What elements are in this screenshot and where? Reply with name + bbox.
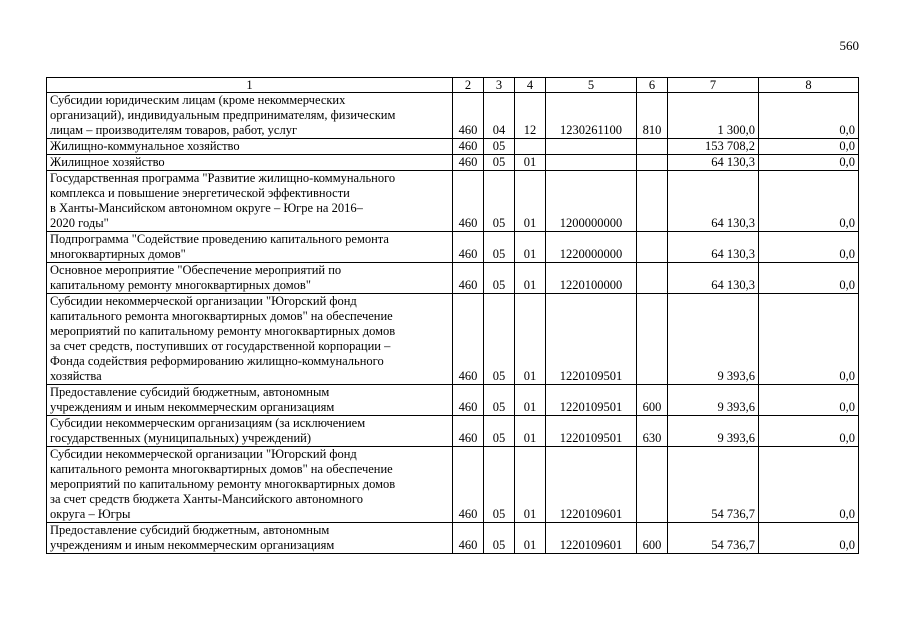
table-row: [47, 263, 859, 294]
row-name-cell: Предоставление субсидий бюджетным, автономным учреждениям и иным некоммерческим организациям: [47, 385, 453, 416]
row-name-cell: Государственная программа "Развитие жилищно-коммунального комплекса и повышение энергетической эффективности в Ханты-Мансийском автономном округе – Югре на 2016– 2020 годы": [47, 171, 453, 232]
table-row: [47, 93, 859, 139]
table-row: [47, 171, 859, 232]
header-col-7: 7: [668, 78, 759, 93]
subsection-cell: 01: [515, 416, 546, 447]
subsection-cell: 01: [515, 523, 546, 554]
amount2-cell: 0,0: [759, 416, 859, 447]
section-cell: 05: [484, 385, 515, 416]
amount2-cell: 0,0: [759, 385, 859, 416]
subsection-cell: 01: [515, 155, 546, 171]
row-name-cell: Субсидии юридическим лицам (кроме некоммерческих организаций), индивидуальным предпринимателям, физическим лицам – производителям товаров, работ, услуг: [47, 93, 453, 139]
admin-code-cell: 460: [453, 171, 484, 232]
admin-code-cell: 460: [453, 139, 484, 155]
admin-code-cell: 460: [453, 416, 484, 447]
subsection-cell: [515, 139, 546, 155]
amount-cell: 64 130,3: [668, 171, 759, 232]
header-col-5: 5: [546, 78, 637, 93]
amount-cell: 64 130,3: [668, 155, 759, 171]
subsection-cell: 01: [515, 385, 546, 416]
expense-type-cell: [637, 232, 668, 263]
row-name-cell: Жилищное хозяйство: [47, 155, 453, 171]
header-col-4: 4: [515, 78, 546, 93]
amount2-cell: 0,0: [759, 155, 859, 171]
table-body: [47, 93, 859, 554]
section-cell: 05: [484, 416, 515, 447]
target-article-cell: 1220000000: [546, 232, 637, 263]
table-row: [47, 447, 859, 523]
amount-cell: 153 708,2: [668, 139, 759, 155]
subsection-cell: 01: [515, 294, 546, 385]
subsection-cell: 12: [515, 93, 546, 139]
header-row: [47, 78, 859, 93]
budget-table: [46, 77, 859, 554]
table-row: [47, 523, 859, 554]
expense-type-cell: [637, 171, 668, 232]
amount2-cell: 0,0: [759, 447, 859, 523]
row-name-cell: Субсидии некоммерческой организации "Югорский фонд капитального ремонта многоквартирных домов" на обеспечение мероприятий по капитальному ремонту многоквартирных домов за счет средств, поступивших от государственной корпорации – Фонда содействия реформированию жилищно-коммунального хозяйства: [47, 294, 453, 385]
target-article-cell: [546, 139, 637, 155]
table-row: [47, 232, 859, 263]
expense-type-cell: [637, 155, 668, 171]
row-name-cell: Субсидии некоммерческим организациям (за исключением государственных (муниципальных) учреждений): [47, 416, 453, 447]
amount2-cell: 0,0: [759, 171, 859, 232]
subsection-cell: 01: [515, 232, 546, 263]
row-name-cell: Подпрограмма "Содействие проведению капитального ремонта многоквартирных домов": [47, 232, 453, 263]
amount-cell: 9 393,6: [668, 416, 759, 447]
amount-cell: 1 300,0: [668, 93, 759, 139]
section-cell: 05: [484, 232, 515, 263]
amount2-cell: 0,0: [759, 263, 859, 294]
section-cell: 05: [484, 294, 515, 385]
table-row: [47, 155, 859, 171]
subsection-cell: 01: [515, 263, 546, 294]
target-article-cell: 1220109501: [546, 416, 637, 447]
expense-type-cell: 630: [637, 416, 668, 447]
admin-code-cell: 460: [453, 93, 484, 139]
section-cell: 05: [484, 171, 515, 232]
section-cell: 04: [484, 93, 515, 139]
target-article-cell: 1220100000: [546, 263, 637, 294]
expense-type-cell: [637, 263, 668, 294]
header-col-8: 8: [759, 78, 859, 93]
header-col-3: 3: [484, 78, 515, 93]
admin-code-cell: 460: [453, 385, 484, 416]
expense-type-cell: 600: [637, 385, 668, 416]
section-cell: 05: [484, 523, 515, 554]
expense-type-cell: 810: [637, 93, 668, 139]
amount2-cell: 0,0: [759, 93, 859, 139]
amount2-cell: 0,0: [759, 139, 859, 155]
admin-code-cell: 460: [453, 447, 484, 523]
section-cell: 05: [484, 155, 515, 171]
table-row: [47, 385, 859, 416]
expense-type-cell: [637, 447, 668, 523]
admin-code-cell: 460: [453, 155, 484, 171]
admin-code-cell: 460: [453, 294, 484, 385]
expense-type-cell: 600: [637, 523, 668, 554]
target-article-cell: 1200000000: [546, 171, 637, 232]
header-col-2: 2: [453, 78, 484, 93]
row-name-cell: Жилищно-коммунальное хозяйство: [47, 139, 453, 155]
section-cell: 05: [484, 447, 515, 523]
expense-type-cell: [637, 139, 668, 155]
table-row: [47, 139, 859, 155]
target-article-cell: 1220109601: [546, 523, 637, 554]
admin-code-cell: 460: [453, 523, 484, 554]
row-name-cell: Предоставление субсидий бюджетным, автономным учреждениям и иным некоммерческим организациям: [47, 523, 453, 554]
admin-code-cell: 460: [453, 263, 484, 294]
amount2-cell: 0,0: [759, 523, 859, 554]
target-article-cell: 1220109501: [546, 385, 637, 416]
row-name-cell: Основное мероприятие "Обеспечение мероприятий по капитальному ремонту многоквартирных домов": [47, 263, 453, 294]
amount2-cell: 0,0: [759, 294, 859, 385]
amount-cell: 9 393,6: [668, 385, 759, 416]
row-name-cell: Субсидии некоммерческой организации "Югорский фонд капитального ремонта многоквартирных домов" на обеспечение мероприятий по капитальному ремонту многоквартирных домов за счет средств бюджета Ханты-Мансийского автономного округа – Югры: [47, 447, 453, 523]
table-row: [47, 294, 859, 385]
header-col-1: 1: [47, 78, 453, 93]
target-article-cell: 1220109601: [546, 447, 637, 523]
subsection-cell: 01: [515, 171, 546, 232]
section-cell: 05: [484, 139, 515, 155]
subsection-cell: 01: [515, 447, 546, 523]
header-col-6: 6: [637, 78, 668, 93]
amount-cell: 54 736,7: [668, 523, 759, 554]
admin-code-cell: 460: [453, 232, 484, 263]
amount2-cell: 0,0: [759, 232, 859, 263]
table-row: [47, 416, 859, 447]
amount-cell: 64 130,3: [668, 263, 759, 294]
expense-type-cell: [637, 294, 668, 385]
target-article-cell: 1220109501: [546, 294, 637, 385]
amount-cell: 9 393,6: [668, 294, 759, 385]
amount-cell: 64 130,3: [668, 232, 759, 263]
amount-cell: 54 736,7: [668, 447, 759, 523]
target-article-cell: 1230261100: [546, 93, 637, 139]
section-cell: 05: [484, 263, 515, 294]
target-article-cell: [546, 155, 637, 171]
page-number: 560: [839, 38, 859, 53]
